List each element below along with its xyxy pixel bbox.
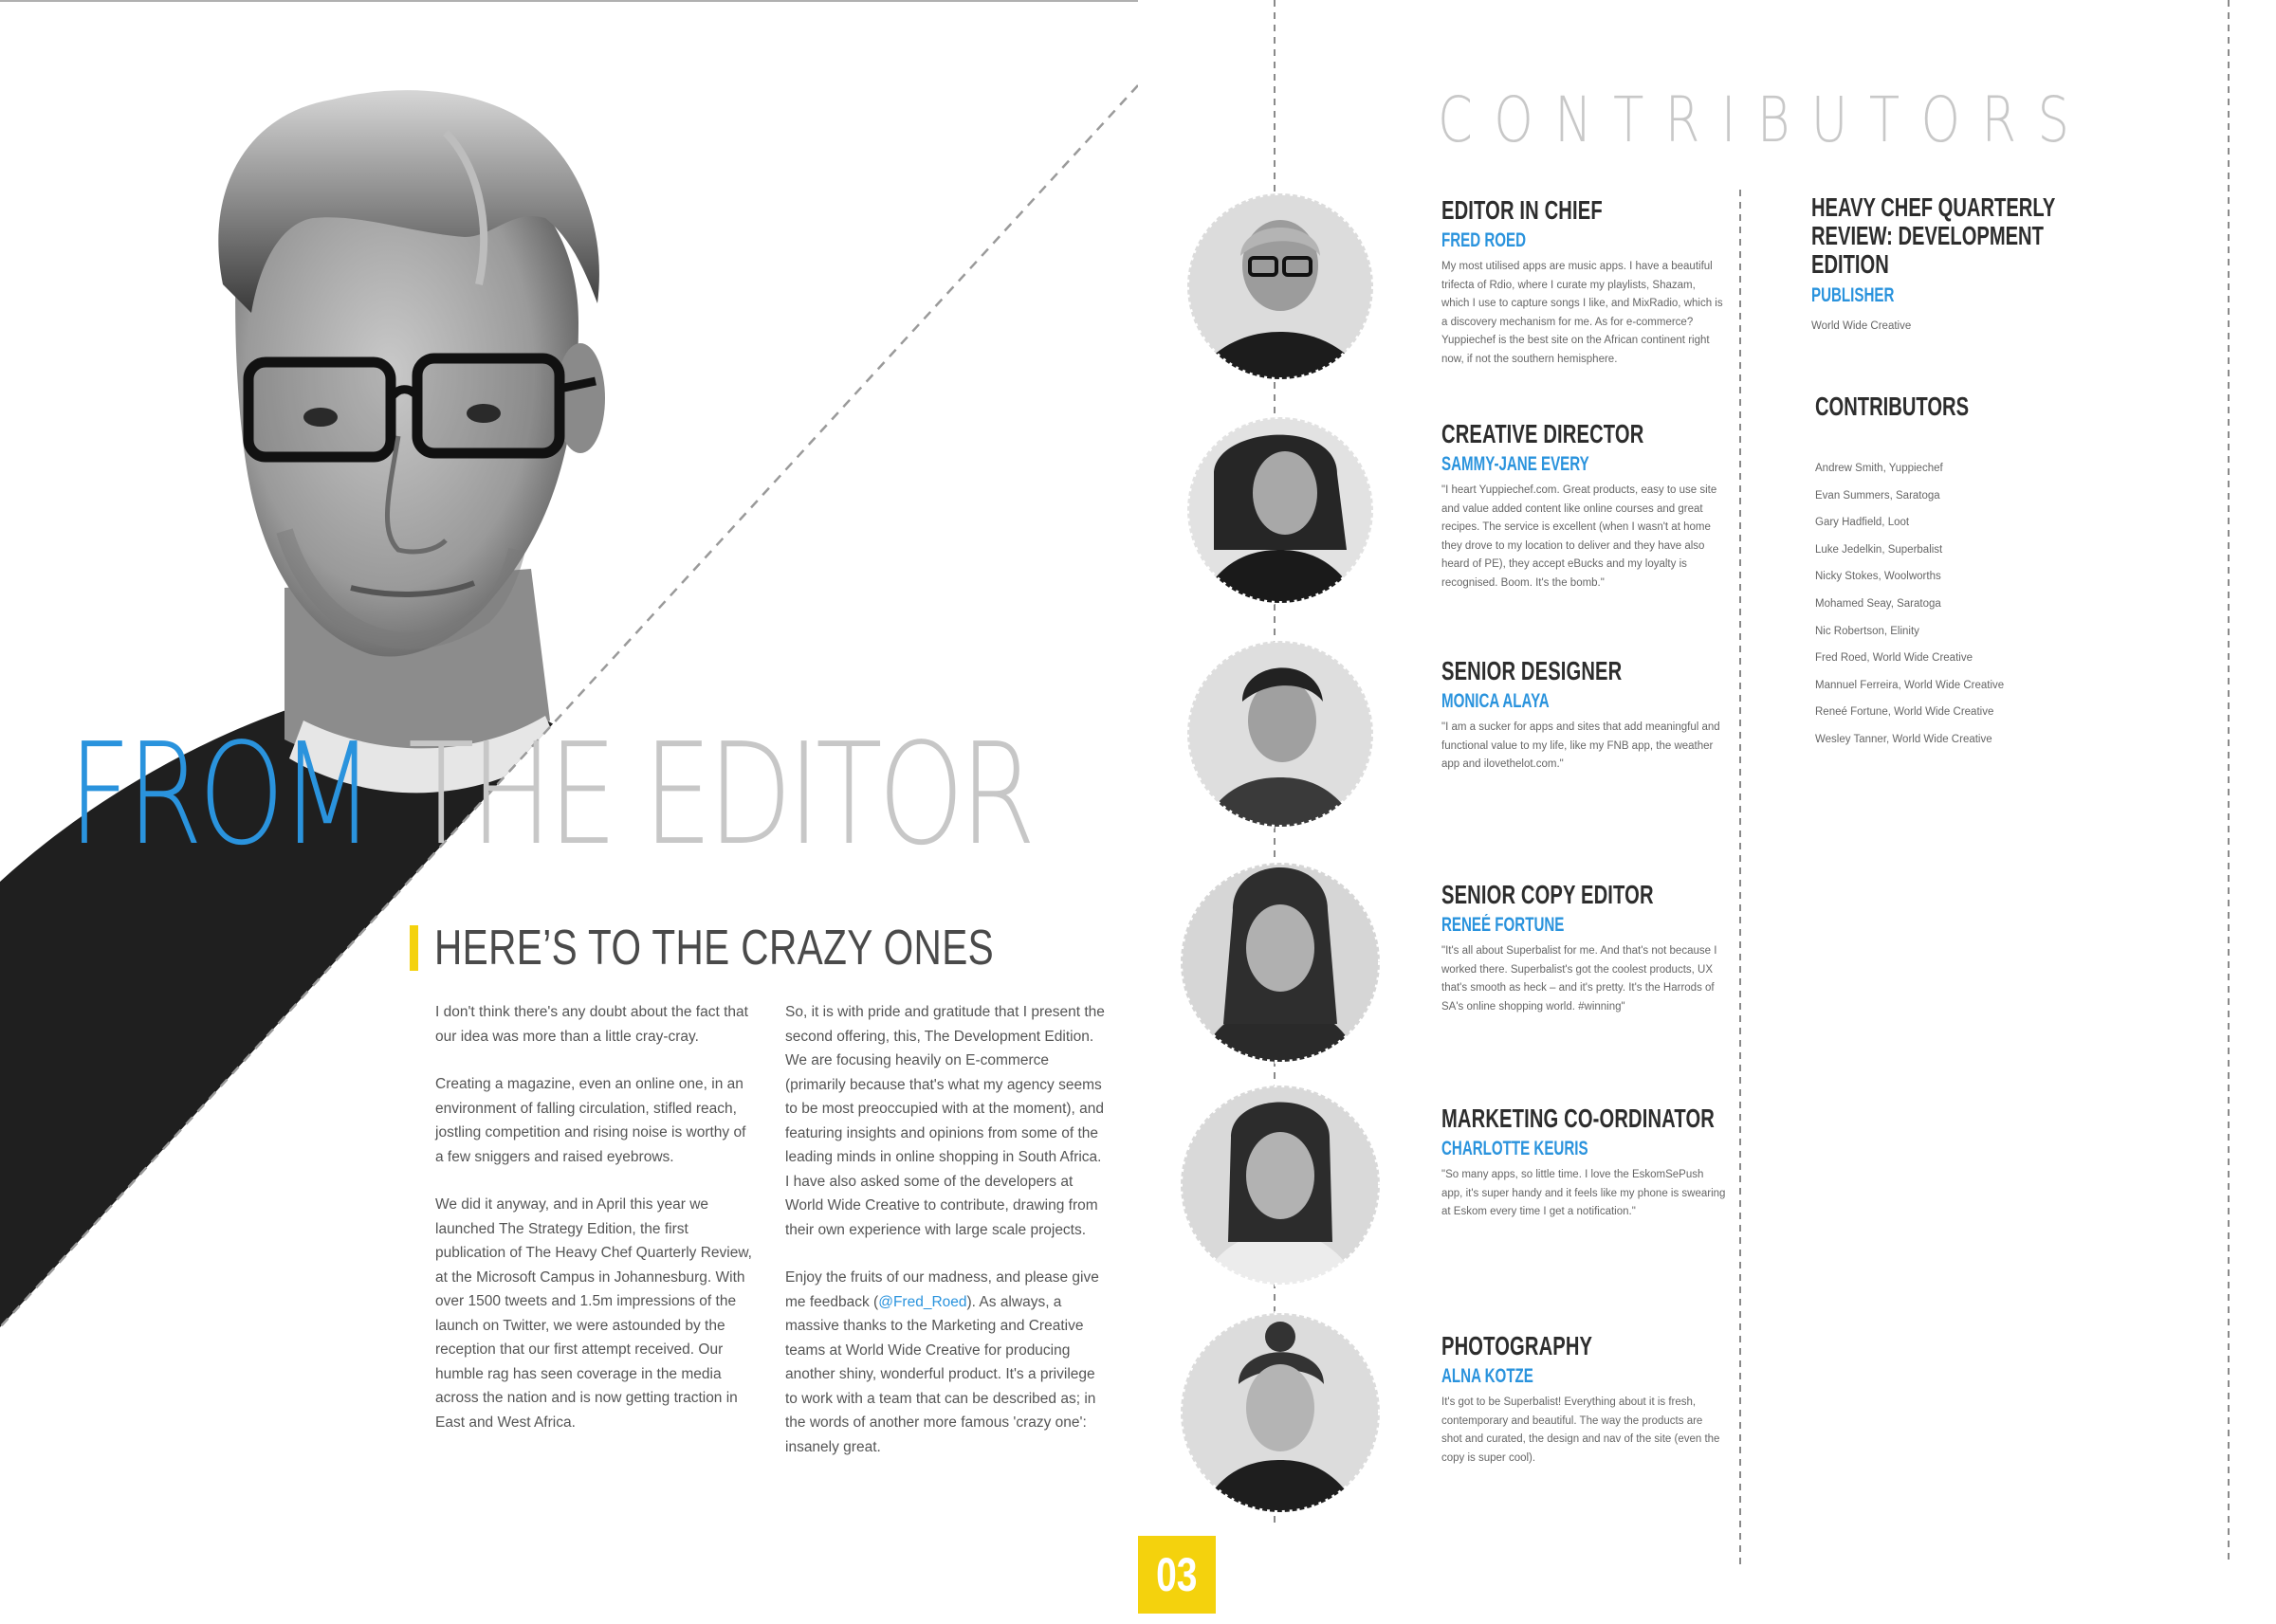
contributor-quote: It's got to be Superbalist! Everything about it is fresh, contemporary and beautiful. The way the products are shot and curated, the design and nav of the site (even the copy is super cool). xyxy=(1441,1396,1720,1464)
article-column-2 xyxy=(785,1000,1108,1483)
list-item: Luke Jedelkin, Superbalist xyxy=(1815,543,1943,556)
avatar xyxy=(1176,635,1404,844)
contributors-heading: CONTRIBUTORS xyxy=(1438,83,2091,156)
article-subtitle: HERE’S TO THE CRAZY ONES xyxy=(434,921,995,976)
avatar xyxy=(1176,190,1404,398)
contributor-role: MARKETING CO-ORDINATOR xyxy=(1441,1104,1716,1133)
contributor-entry xyxy=(1441,419,1726,593)
contributor-entry xyxy=(1441,656,1726,775)
paragraph: We did it anyway, and in April this year we launched The Strategy Edition, the first publication of The Heavy Chef Quarterly Review, at the Microsoft Campus in Johannesburg. With over 1500 tweets and 1.5m impressions of the launch on Twitter, we were astounded by the reception that our first attempt received. Our humble rag has seen coverage in the media across the nation and is now getting traction in East and West Africa. xyxy=(435,1196,752,1431)
list-item: Nicky Stokes, Woolworths xyxy=(1815,571,1941,583)
paragraph: Enjoy the fruits of our madness, and please give me feedback (@Fred_Roed). As always, a massive thanks to the Marketing and Creative teams at World Wide Creative for producing another shiny, wonderful product. It's a privilege to work with a team that can be described as; in the words of another more famous 'crazy one': insanely great. xyxy=(785,1269,1099,1455)
avatar xyxy=(1176,1308,1404,1536)
title-from: FROM xyxy=(68,713,371,876)
paragraph: So, it is with pride and gratitude that I present the second offering, this, The Development Edition. We are focusing heavily on E-commerce (primarily because that's what my agency seems to be most preoccupied with at the moment), and featuring insights and opinions from some of the leading minds in online shopping in South Africa. I have also asked some of the developers at World Wide Creative to contribute, drawing from their own experience with large scale projects. xyxy=(785,1004,1105,1238)
contributor-name: CHARLOTTE KEURIS xyxy=(1441,1138,1588,1159)
contributor-avatars xyxy=(1176,190,1404,1555)
contributor-entry xyxy=(1441,880,1726,1016)
contributor-role: SENIOR COPY EDITOR xyxy=(1441,880,1654,909)
avatar xyxy=(1176,853,1404,1081)
list-item: Fred Roed, World Wide Creative xyxy=(1815,652,1973,665)
contributors-list xyxy=(1815,463,2081,761)
publisher-name: World Wide Creative xyxy=(1811,320,1912,332)
contributors-list-heading: CONTRIBUTORS xyxy=(1815,392,1970,421)
list-item: Wesley Tanner, World Wide Creative xyxy=(1815,733,1992,745)
contributor-quote: "I am a sucker for apps and sites that add meaningful and functional value to my life, like my FNB app, the weather app and ilovethelot.com." xyxy=(1441,721,1720,770)
list-item: Evan Summers, Saratoga xyxy=(1815,489,1940,502)
contributor-entry xyxy=(1441,1331,1726,1468)
contributor-name: ALNA KOTZE xyxy=(1441,1365,1533,1387)
list-item: Andrew Smith, Yuppiechef xyxy=(1815,463,1943,474)
contributor-quote: "So many apps, so little time. I love the EskomSePush app, it's super handy and it feels like my phone is swearing at Eskom every time I get a notification." xyxy=(1441,1169,1726,1217)
publication-title: HEAVY CHEF QUARTERLY REVIEW: DEVELOPMENT EDITION xyxy=(1811,192,2055,279)
contributor-name: RENEÉ FORTUNE xyxy=(1441,914,1565,936)
paragraph: Creating a magazine, even an online one, in an environment of falling circulation, stifled reach, jostling competition and rising noise is worthy of a few sniggers and raised eyebrows. xyxy=(435,1076,746,1165)
contributor-name: SAMMY-JANE EVERY xyxy=(1441,453,1589,475)
publisher-label: PUBLISHER xyxy=(1811,284,1895,306)
list-item: Reneé Fortune, World Wide Creative xyxy=(1815,706,1994,719)
contributor-quote: My most utilised apps are music apps. I have a beautiful trifecta of Rdio, where I curate my playlists, Shazam, which I use to capture songs I like, and MixRadio, which is a discovery mechanism for me. As for e-commerce? Yuppiechef is the best site on the African continent right now, if not the southern hemisphere. xyxy=(1441,261,1723,365)
contributor-quote: "It's all about Superbalist for me. And that's not because I worked there. Superbalist's got the coolest products, UX that's smooth as heck – and it's pretty. It's the Harrods of SA's online shopping world. #winning" xyxy=(1441,945,1717,1013)
subtitle-accent-bar xyxy=(410,925,418,971)
article-column-1 xyxy=(435,1000,753,1458)
contributor-name: FRED ROED xyxy=(1441,229,1527,251)
paragraph: I don't think there's any doubt about the fact that our idea was more than a little cray-cray. xyxy=(435,1004,748,1045)
contributor-role: EDITOR IN CHIEF xyxy=(1441,195,1603,225)
avatar xyxy=(1176,1081,1404,1308)
list-item: Mohamed Seay, Saratoga xyxy=(1815,597,1941,610)
contributor-name: MONICA ALAYA xyxy=(1441,690,1550,712)
page-number: 03 xyxy=(1138,1536,1216,1614)
twitter-handle-link[interactable]: @Fred_Roed xyxy=(878,1293,967,1310)
contributor-role: PHOTOGRAPHY xyxy=(1441,1331,1593,1360)
contributor-quote: "I heart Yuppiechef.com. Great products, easy to use site and value added content like online courses and great recipes. The service is excellent (when I wasn't at home they drove to my location to deliver and they have also heard of PE), they accept eBucks and my loyalty is recognised. Boom. It's the bomb." xyxy=(1441,484,1717,589)
list-item: Gary Hadfield, Loot xyxy=(1815,517,1910,529)
list-item: Mannuel Ferreira, World Wide Creative xyxy=(1815,679,2005,691)
contributor-entry xyxy=(1441,195,1726,369)
title-the-editor: THE EDITOR xyxy=(408,713,1032,876)
contributor-role: CREATIVE DIRECTOR xyxy=(1441,419,1644,448)
list-item: Nic Robertson, Elinity xyxy=(1815,625,1919,637)
avatar xyxy=(1176,408,1404,616)
contributor-entry xyxy=(1441,1104,1726,1222)
contributor-role: SENIOR DESIGNER xyxy=(1441,656,1623,685)
